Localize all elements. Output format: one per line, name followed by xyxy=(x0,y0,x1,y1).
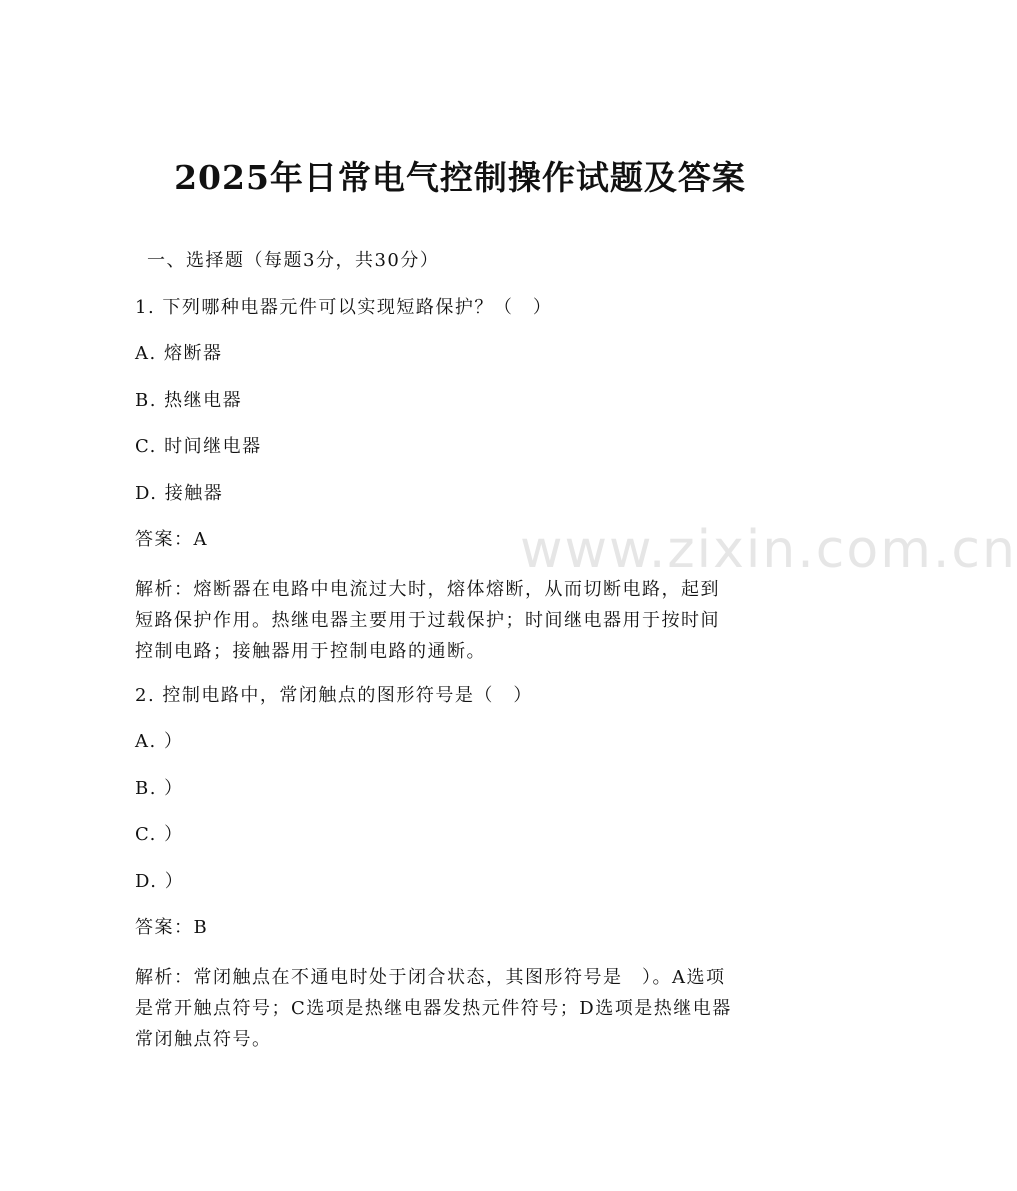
section-heading: 一、选择题（每题3分，共30分） xyxy=(147,250,440,271)
question-1-stem: 1. 下列哪种电器元件可以实现短路保护？（ ） xyxy=(135,296,553,318)
question-2-option-a: A. ） xyxy=(135,731,184,752)
question-1-option-c: C. 时间继电器 xyxy=(135,436,262,457)
question-1-analysis-line: 解析：熔断器在电路中电流过大时，熔体熔断，从而切断电路，起到 xyxy=(135,578,720,600)
document-body xyxy=(135,248,785,1071)
question-2-option-b: B. ） xyxy=(135,777,184,799)
question-2-analysis xyxy=(135,962,785,1055)
question-2-analysis-line: 解析：常闭触点在不通电时处于闭合状态，其图形符号是 ）。A选项 xyxy=(135,966,726,988)
question-2-analysis-line: 是常开触点符号；C选项是热继电器发热元件符号；D选项是热继电器 xyxy=(135,997,732,1019)
question-2-answer: 答案：B xyxy=(135,917,209,938)
question-2-stem: 2. 控制电路中，常闭触点的图形符号是（ ） xyxy=(135,684,533,706)
question-1-option-d: D. 接触器 xyxy=(135,482,224,504)
question-2-option-c: C. ） xyxy=(135,824,184,845)
watermark: www.zixin.com.cn xyxy=(520,520,1017,580)
document-title: 2025年日常电气控制操作试题及答案 xyxy=(174,158,746,197)
question-1-option-a: A. 熔断器 xyxy=(135,343,223,364)
question-2-analysis-line: 常闭触点符号。 xyxy=(135,1028,272,1050)
question-1-analysis xyxy=(135,574,785,667)
question-1-answer: 答案：A xyxy=(135,529,208,550)
question-1-analysis-line: 短路保护作用。热继电器主要用于过载保护；时间继电器用于按时间 xyxy=(135,609,720,631)
question-1-analysis-line: 控制电路；接触器用于控制电路的通断。 xyxy=(135,640,486,662)
question-1-option-b: B. 热继电器 xyxy=(135,389,243,411)
question-2-option-d: D. ） xyxy=(135,870,185,892)
